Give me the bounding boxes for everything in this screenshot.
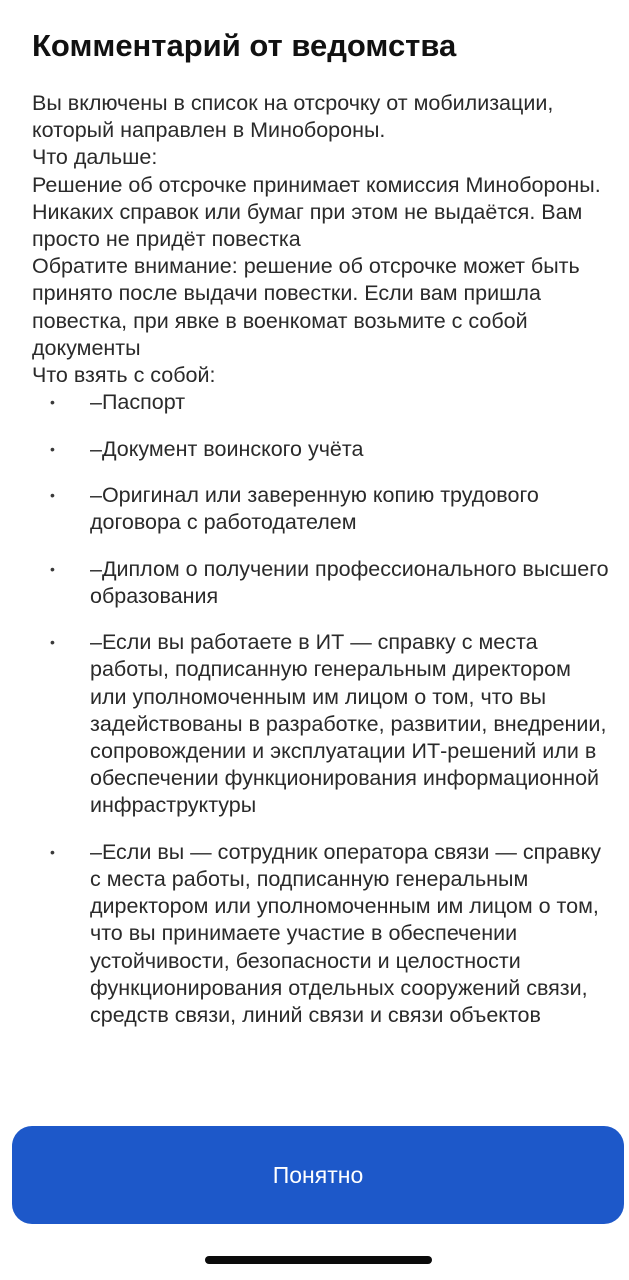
document-text: –Если вы — сотрудник оператора связи — справку с места работы, подписанную генеральным директором или уполномоченным им лицом о том, что вы принимаете участие в обеспечении устойчивости, безопасности и целостности функционирования отдельных сооружений связи, средств связи, линий связи и связи объектов bbox=[90, 839, 602, 1028]
home-indicator[interactable] bbox=[205, 1256, 432, 1264]
intro-line-4: Обратите внимание: решение об отсрочке может быть принято после выдачи повестки. Если вам пришла повестка, при явке в военкомат возьмите с собой документы bbox=[32, 254, 580, 360]
intro-line-1: Вы включены в список на отсрочку от мобилизации, который направлен в Минобороны. bbox=[32, 91, 554, 143]
bullet-icon: • bbox=[50, 487, 55, 504]
document-text: –Если вы работаете в ИТ — справку с места работы, подписанную генеральным директором или уполномоченным им лицом о том, что вы задействованы в разработке, развитии, внедрении, сопровождении и эксплуатации ИТ-решений или в обеспечении функционирования информационной инфраструктуры bbox=[90, 630, 607, 818]
bullet-icon: • bbox=[50, 394, 55, 411]
page-title: Комментарий от ведомства bbox=[32, 28, 457, 63]
list-item bbox=[32, 839, 613, 1029]
understood-button[interactable]: Понятно bbox=[12, 1126, 624, 1224]
scroll-fade bbox=[32, 1036, 613, 1078]
intro-line-5: Что взять с собой: bbox=[32, 363, 216, 388]
comment-body[interactable] bbox=[32, 90, 613, 1078]
document-text: –Паспорт bbox=[90, 390, 186, 415]
list-item bbox=[32, 556, 613, 610]
list-item bbox=[32, 482, 613, 536]
bullet-icon: • bbox=[50, 440, 55, 457]
list-item bbox=[32, 389, 613, 416]
bullet-icon: • bbox=[50, 634, 55, 651]
intro-line-3: Решение об отсрочке принимает комиссия Минобороны. Никаких справок или бумаг при этом не выдаётся. Вам просто не придёт повестка bbox=[32, 172, 601, 252]
document-text: –Диплом о получении профессионального высшего образования bbox=[90, 556, 609, 608]
bullet-icon: • bbox=[50, 843, 55, 860]
documents-list bbox=[32, 389, 613, 1029]
bullet-icon: • bbox=[50, 560, 55, 577]
document-text: –Документ воинского учёта bbox=[90, 436, 364, 461]
intro-line-2: Что дальше: bbox=[32, 145, 158, 170]
list-item bbox=[32, 436, 613, 463]
list-item bbox=[32, 629, 613, 819]
document-text: –Оригинал или заверенную копию трудового договора с работодателем bbox=[90, 483, 539, 535]
